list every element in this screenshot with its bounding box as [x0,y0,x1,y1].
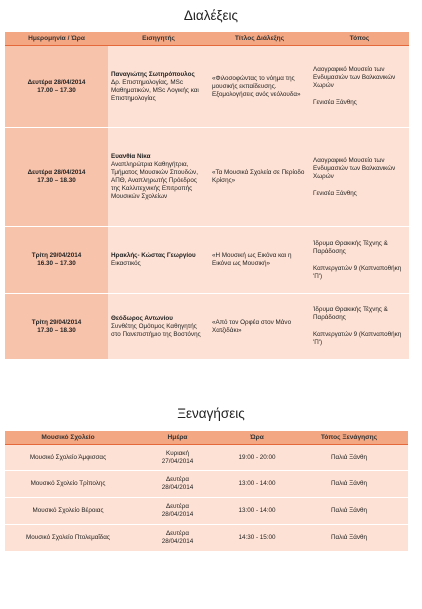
lecture-speaker-cell [108,227,209,294]
place-name: Λαογραφικό Μουσείο των Ενδυμασιών των Βαλκανικών Χωρών [313,156,396,180]
tour-school: Μουσικό Σχολείο Άμφισσας [5,445,131,471]
tours-header-row [5,431,408,445]
lecture-time: 17.30 – 18.30 [37,177,76,184]
table-row [5,294,409,360]
tour-time: 13:00 - 14:00 [224,498,290,525]
tour-place: Παλιά Ξάνθη [290,525,408,552]
lecture-date-cell [5,294,108,360]
lecture-speaker-cell [108,46,209,128]
table-row [5,525,408,552]
place-town: Καπνεργατών 9 (Καπναποθήκη 'Π') [313,264,402,280]
lecture-date: Δευτέρα 28/04/2014 [27,78,86,86]
lecture-date: Τρίτη 29/04/2014 [31,252,82,259]
place-town: Γενισέα Ξάνθης [313,189,357,197]
place-name: Ίδρυμα Θρακικής Τέχνης & Παράδοσης [313,306,388,321]
lecture-time: 17.30 – 18.30 [37,326,76,334]
tour-school: Μουσικό Σχολείο Τρίπολης [5,471,131,498]
place-name: Ίδρυμα Θρακικής Τέχνης & Παράδοσης [313,239,388,255]
speaker-desc: Συνθέτης Ομότιμος Καθηγητής στο Πανεπιστήμιο της Βοστόνης [111,322,201,338]
speaker-name: Θεόδωρος Αντωνίου [111,314,173,322]
tours-title: Ξεναγήσεις [177,406,245,421]
place-town: Γενισέα Ξάνθης [313,99,357,106]
lectures-header-place: Τόπος [310,32,409,46]
table-row [5,128,409,227]
lecture-place-cell [310,128,409,227]
lecture-title: «Τα Μουσικά Σχολεία σε Περίοδο Κρίσης» [209,128,310,227]
tour-day: Δευτέρα [166,530,189,537]
tours-header-school: Μουσικό Σχολείο [5,431,131,445]
tour-place: Παλιά Ξάνθη [290,471,408,498]
lecture-place-cell [310,227,409,294]
lecture-title: «Από τον Ορφέα στον Μάνο Χατζιδάκι» [209,294,310,360]
tours-header-place: Τόπος Ξενάγησης [290,431,408,445]
table-row [5,445,408,471]
table-row [5,227,409,294]
tour-time: 14:30 - 15:00 [224,525,290,552]
tour-school: Μουσικό Σχολείο Πτολεμαΐδας [5,525,131,552]
lectures-header-row [5,32,409,46]
tour-day-cell [131,498,224,525]
place-town: Καπνεργατών 9 (Καπναποθήκη 'Π') [313,331,402,346]
tour-date: 28/04/2014 [161,484,194,491]
lectures-header-speaker: Εισηγητής [108,32,209,46]
lecture-place-cell [310,294,409,360]
lecture-date: Δευτέρα 28/04/2014 [27,169,86,176]
lectures-header-title: Τίτλος Διάλεξης [209,32,310,46]
tour-time: 13:00 - 14:00 [224,471,290,498]
tour-day-cell [131,471,224,498]
table-row [5,498,408,525]
tour-time: 19:00 - 20:00 [224,445,290,471]
lecture-date-cell [5,227,108,294]
table-row [5,471,408,498]
lecture-speaker-cell [108,128,209,227]
lecture-time: 16.30 – 17.30 [37,260,76,267]
place-name: Λαογραφικό Μουσείο των Ενδυμασιών των Βαλκανικών Χωρών [313,66,396,89]
lectures-header-date: Ημερομηνία / Ώρα [5,32,108,46]
tour-day: Δευτέρα [166,476,189,483]
lecture-date-cell [5,46,108,128]
lecture-date-cell [5,128,108,227]
lecture-speaker-cell [108,294,209,360]
tour-day-cell [131,445,224,471]
speaker-desc: Αναπληρώτρια Καθηγήτρια, Τμήματος Μουσικών Σπουδών, ΑΠΘ, Αναπληρωτής Πρόεδρος της Καλλιτεχνικής Επιτροπής Μουσικών Σχολείων [111,161,198,200]
speaker-name: Ηρακλής- Κώστας Γεωργίου [111,252,196,259]
tour-school: Μουσικό Σχολείο Βέροιας [5,498,131,525]
lectures-title: Διαλέξεις [183,8,239,23]
tour-day: Κυριακή [166,449,189,457]
tour-date: 28/04/2014 [161,511,194,518]
lecture-time: 17.00 – 17.30 [37,86,76,94]
lecture-date: Τρίτη 29/04/2014 [31,318,82,326]
speaker-desc: Δρ. Επιστημολογίας, MSc Μαθηματικών, MSc Λογικής και Επιστημολογίας [111,78,199,102]
lecture-title: «Φιλοσοφώντας το νόημα της μουσικής εκπαίδευσης. Εξομολογήσεις ανός νεόλουδα» [209,46,310,128]
tour-date: 27/04/2014 [161,457,194,465]
tour-day-cell [131,525,224,552]
tours-table [5,431,408,552]
tour-place: Παλιά Ξάνθη [290,445,408,471]
speaker-name: Ευανθία Νίκα [111,153,151,160]
lecture-title: «Η Μουσική ως Εικόνα και η Εικόνα ως Μουσική» [209,227,310,294]
tour-place: Παλιά Ξάνθη [290,498,408,525]
lecture-place-cell [310,46,409,128]
lectures-table [5,32,409,360]
tours-header-day: Ημέρα [131,431,224,445]
tour-date: 28/04/2014 [161,538,194,545]
speaker-name: Παναγιώτης Σωτηρόπουλος [111,70,195,78]
tours-header-time: Ώρα [224,431,290,445]
table-row [5,46,409,128]
speaker-desc: Εικαστικός [111,260,141,267]
tour-day: Δευτέρα [166,503,189,510]
